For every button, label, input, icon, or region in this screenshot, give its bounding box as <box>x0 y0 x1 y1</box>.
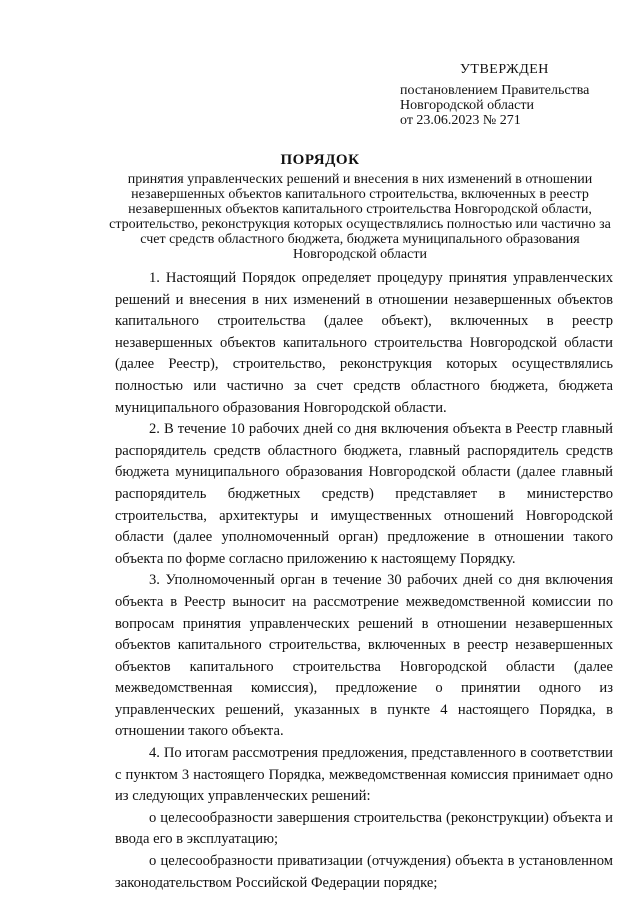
document-title: ПОРЯДОК <box>280 152 360 168</box>
approval-line-1: постановлением Правительства <box>400 83 590 98</box>
approval-line-3: от 23.06.2023 № 271 <box>400 113 521 128</box>
document-subtitle: принятия управленческих решений и внесения в них изменений в отношении незавершенных объектов капитального строительства, включенных в реестр незавершенных объектов капитального строительства Новгородской области, строительство, реконструкция которых осуществлялись полностью или частично за счет средств областного бюджета, бюджета муниципального образования Новгородской области <box>109 172 611 262</box>
paragraph-3: 3. Уполномоченный орган в течение 30 рабочих дней со дня включения объекта в Реестр выносит на рассмотрение межведомственной комиссии по вопросам принятия управленческих решений в отношении незавершенных объектов капитального строительства, включенных в реестр незавершенных объектов капитального строительства Новгородской области (далее межведомственная комиссия), предложение о принятии одного из управленческих решений, указанных в пункте 4 настоящего Порядка, в отношении такого объекта. <box>115 572 613 740</box>
paragraph-decision-2: о целесообразности приватизации (отчуждения) объекта в установленном законодательством Российской Федерации порядке; <box>115 853 613 891</box>
paragraph-4: 4. По итогам рассмотрения предложения, представленного в соответствии с пунктом 3 настоящего Порядка, межведомственная комиссия принимает одно из следующих управленческих решений: <box>115 745 613 805</box>
paragraph-2: 2. В течение 10 рабочих дней со дня включения объекта в Реестр главный распорядитель средств областного бюджета, главный распорядитель средств бюджета муниципального образования Новгородской области (далее главный распорядитель бюджетных средств) представляет в министерство строительства, архитектуры и имущественных отношений Новгородской области (далее уполномоченный орган) предложение в отношении такого объекта по форме согласно приложению к настоящему Порядку. <box>115 421 613 567</box>
paragraph-1: 1. Настоящий Порядок определяет процедуру принятия управленческих решений и внесения в них изменений в отношении незавершенных объектов капитального строительства (далее объект), включенных в реестр незавершенных объектов капитального строительства Новгородской области (далее Реестр), строительство, реконструкция которых осуществлялись полностью или частично за счет средств областного бюджета, бюджета муниципального образования Новгородской области. <box>115 270 613 416</box>
approval-line-2: Новгородской области <box>400 98 534 113</box>
approval-stamp <box>400 62 630 128</box>
document-body <box>115 268 613 894</box>
approval-title: УТВЕРЖДЕН <box>460 62 549 77</box>
paragraph-decision-1: о целесообразности завершения строительства (реконструкции) объекта и ввода его в эксплуатацию; <box>115 809 613 848</box>
